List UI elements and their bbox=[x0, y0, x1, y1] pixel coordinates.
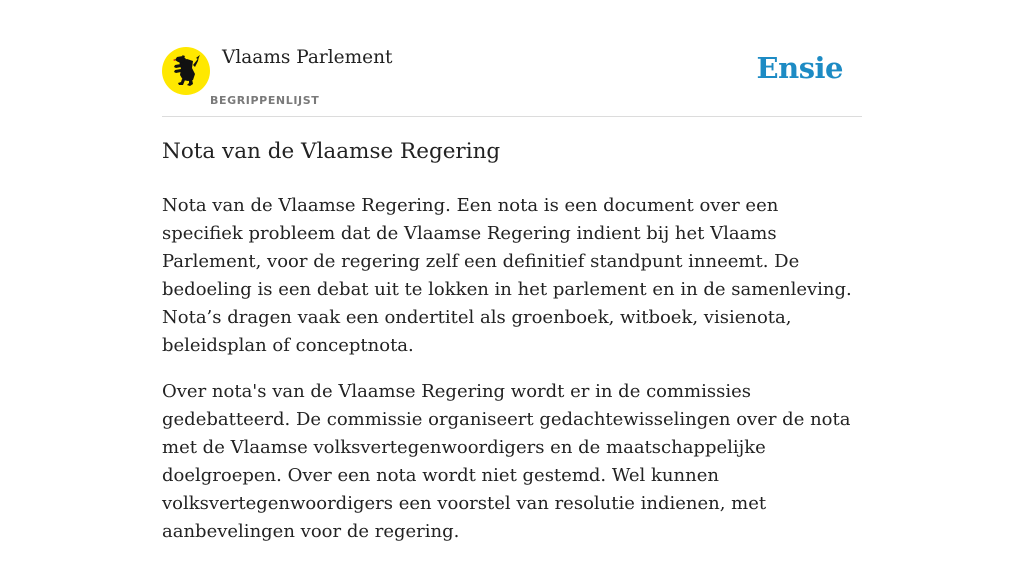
org-name[interactable]: Vlaams Parlement bbox=[222, 47, 393, 68]
flemish-lion-icon[interactable] bbox=[162, 47, 210, 95]
section-label[interactable]: BEGRIPPENLIJST bbox=[210, 94, 320, 107]
article-body bbox=[162, 192, 862, 564]
brand-logo[interactable]: Ensie bbox=[756, 51, 843, 85]
paragraph: Over nota's van de Vlaamse Regering wordt er in de commissies gedebatteerd. De commissie organiseert gedachtewisselingen over de nota met de Vlaamse volksvertegenwoordigers en de maatschappelijke doelgroepen. Over een nota wordt niet gestemd. Wel kunnen volksvertegenwoordigers een voorstel van resolutie indienen, met aanbevelingen voor de regering. bbox=[162, 381, 851, 542]
page-title: Nota van de Vlaamse Regering bbox=[162, 139, 501, 164]
header bbox=[162, 44, 862, 117]
paragraph: Nota van de Vlaamse Regering. Een nota is een document over een specifiek probleem dat de Vlaamse Regering indient bij het Vlaams Parlement, voor de regering zelf een definitief standpunt inneemt. De bedoeling is een debat uit te lokken in het parlement en in de samenleving. Nota’s dragen vaak een ondertitel als groenboek, witboek, visienota, beleidsplan of conceptnota. bbox=[162, 195, 852, 356]
